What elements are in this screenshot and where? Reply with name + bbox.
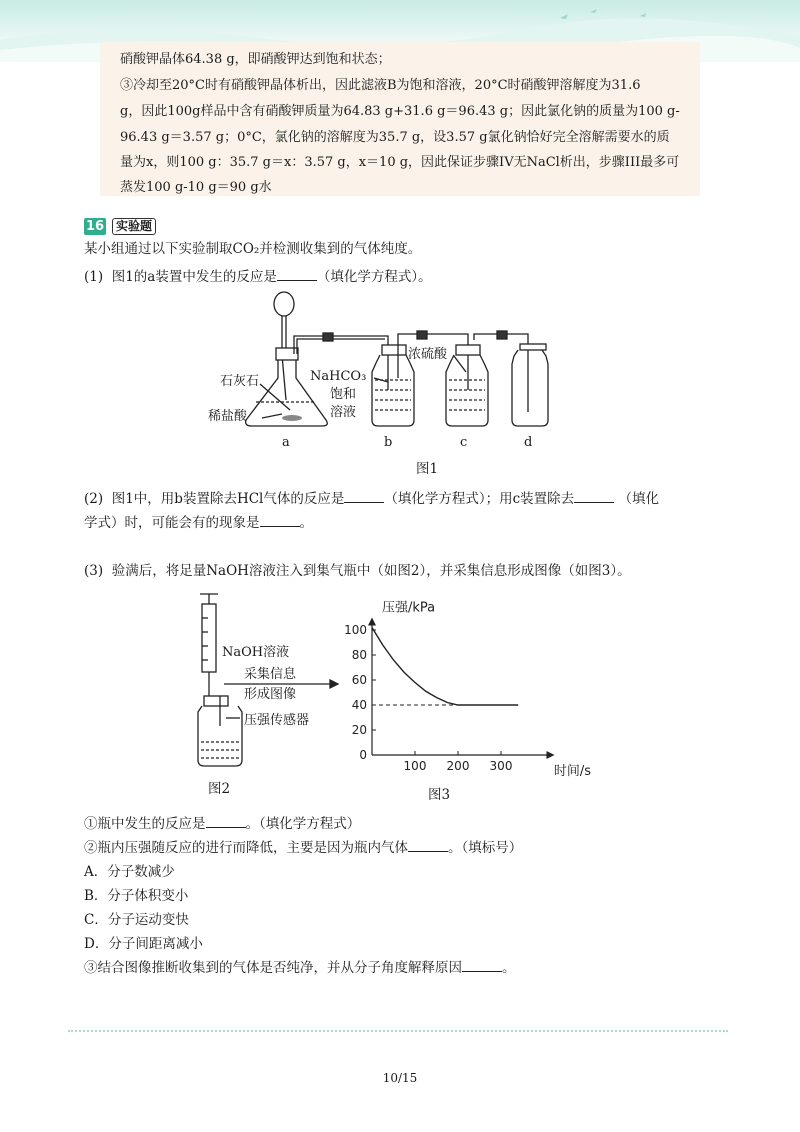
question-number-badge: 16: [85, 219, 105, 234]
y-tick-label: 80: [351, 648, 367, 662]
y-tick-label: 0: [359, 748, 367, 762]
part2-text: （填化学方程式）；用c装置除去: [384, 491, 575, 507]
part3-text: 验满后，将足量NaOH溶液注入到集气瓶中（如图2），并采集信息形成图像（如图3）。: [111, 563, 631, 579]
answer-blank: [462, 959, 502, 972]
apparatus-label-a: a: [282, 435, 290, 450]
part3-line: [84, 562, 631, 580]
subq-text: ③结合图像推断收集到的气体是否纯净，并从分子角度解释原因: [84, 960, 462, 976]
part1-text: 图1的a装置中发生的反应是: [111, 269, 277, 285]
subq-3: [84, 959, 516, 977]
answer-blank: [260, 514, 300, 527]
label-solution: 溶液: [330, 405, 357, 420]
label-collect-info: 采集信息: [244, 667, 297, 682]
apparatus-label-b: b: [384, 435, 393, 450]
apparatus-label-c: c: [460, 435, 468, 450]
funnel-bulb: [274, 292, 294, 316]
solution-line: ③冷却至20°C时有硝酸钾晶体析出，因此滤液B为饱和溶液，20°C时硝酸钾溶解度为31.6: [120, 78, 641, 93]
label-limestone: 石灰石: [220, 374, 260, 389]
subq-text: 。: [502, 960, 516, 976]
label-dilute-acid: 稀盐酸: [208, 409, 248, 424]
option-b: B．分子体积变小: [84, 888, 189, 904]
label-naoh-solution: NaOH溶液: [222, 645, 290, 660]
y-tick-label: 40: [351, 698, 367, 712]
solution-line: 96.43 g＝3.57 g；0°C，氯化钠的溶解度为35.7 g，设3.57 g氯化钠恰好完全溶解需要水的质: [120, 130, 670, 145]
subq-text: ②瓶内压强随反应的进行而降低，主要是因为瓶内气体: [84, 840, 408, 856]
limestone-pieces: [282, 415, 302, 421]
x-tick-label: 100: [403, 759, 427, 773]
part2-line1: [84, 490, 659, 508]
part-label: (1): [84, 269, 104, 285]
y-tick-label: 20: [351, 723, 367, 737]
part1-line: [84, 268, 432, 286]
label-conc-h2so4: 浓硫酸: [408, 347, 448, 362]
footer-divider: [68, 1030, 728, 1032]
series-line: [372, 628, 518, 706]
x-tick-label: 300: [489, 759, 513, 773]
answer-blank: [277, 268, 317, 281]
answer-blank: [408, 839, 448, 852]
subq-2: [84, 839, 522, 857]
option-c: C．分子运动变快: [84, 912, 189, 928]
label-form-graph: 形成图像: [244, 687, 297, 702]
y-tick-label: 60: [351, 673, 367, 687]
solution-line: 硝酸钾晶体64.38 g，即硝酸钾达到饱和状态；: [120, 52, 391, 67]
option-d: D．分子间距离减小: [84, 936, 203, 952]
question-type-badge: 实验题: [112, 218, 156, 235]
solution-line: g，因此100g样品中含有硝酸钾质量为64.83 g+31.6 g＝96.43 g；因此氯化钠的质量为100 g-: [120, 104, 680, 119]
answer-blank: [574, 490, 614, 503]
solution-line: 量为x，则100 g：35.7 g＝x：3.57 g，x＝10 g，因此保证步骤IV无NaCl析出，步骤III最多可: [120, 155, 680, 170]
label-nahco3: NaHCO₃: [310, 369, 367, 384]
part2-text: 学式）时，可能会有的现象是: [84, 515, 260, 531]
y-axis-arrow: [368, 618, 376, 626]
subq-text: ①瓶中发生的反应是: [84, 816, 206, 832]
part2-text: 。: [299, 515, 313, 531]
y-axis-label: 压强/kPa: [382, 600, 436, 616]
part-label: (2): [84, 491, 104, 507]
part2-text: 图1中，用b装置除去HCl气体的反应是: [111, 491, 345, 507]
option-a: A．分子数减少: [84, 864, 175, 880]
question-intro: 某小组通过以下实验制取CO₂并检测收集到的气体纯度。: [84, 241, 422, 257]
y-tick-label: 100: [344, 623, 367, 637]
figure-2-caption: 图2: [208, 781, 231, 797]
part2-line2: [84, 514, 313, 532]
page-number: 10/15: [382, 1071, 418, 1085]
figure-3-caption: 图3: [428, 787, 451, 803]
subq-1: [84, 815, 360, 833]
apparatus-label-d: d: [524, 435, 533, 450]
label-pressure-sensor: 压强传感器: [244, 713, 310, 728]
label-saturated: 饱和: [330, 387, 357, 402]
answer-blank: [206, 815, 246, 828]
part-label: (3): [84, 563, 104, 579]
x-axis-arrow: [547, 751, 555, 759]
subq-text: 。（填化学方程式）: [245, 816, 361, 832]
part2-text: （填化: [618, 491, 659, 507]
solution-line: 蒸发100 g-10 g＝90 g水: [120, 180, 272, 195]
subq-text: 。（填标号）: [448, 840, 523, 856]
previous-solution-box: [100, 42, 700, 196]
part1-text-end: （填化学方程式）。: [316, 269, 432, 285]
x-axis-label: 时间/s: [553, 764, 592, 779]
x-tick-label: 200: [446, 759, 470, 773]
figure-1-caption: 图1: [416, 461, 439, 477]
answer-blank: [344, 490, 384, 503]
